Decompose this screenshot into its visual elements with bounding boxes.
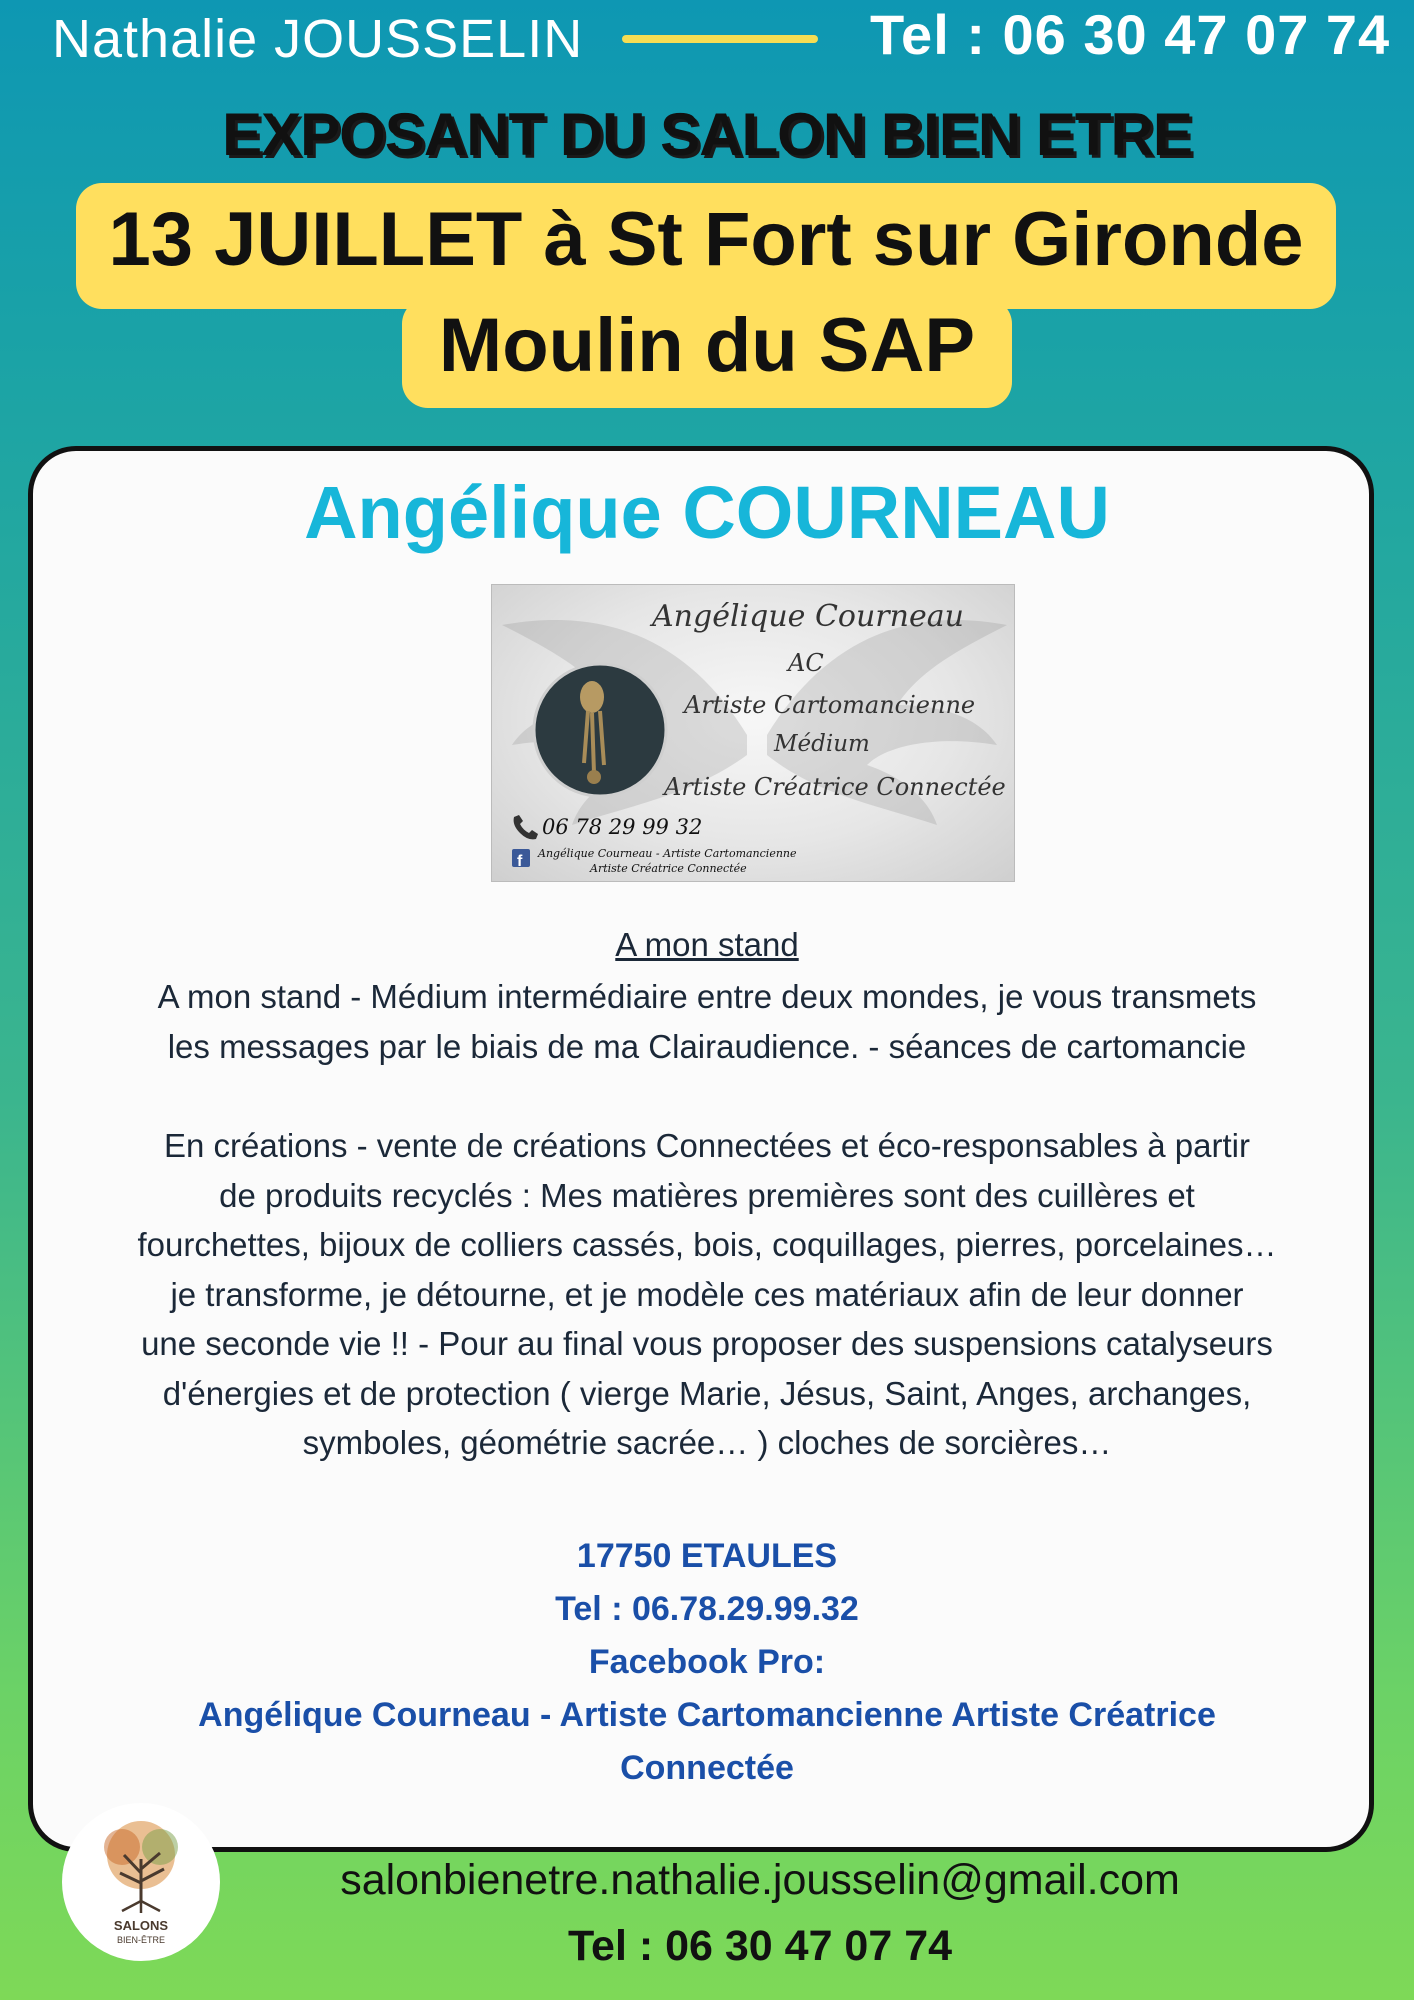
creations-line: En créations - vente de créations Connectées et éco-responsables à partir xyxy=(164,1127,1250,1164)
facebook-page-line2: Connectée xyxy=(620,1749,794,1787)
stand-description xyxy=(70,972,1344,1071)
card-facebook-line1: Angélique Courneau - Artiste Cartomancienne xyxy=(538,847,797,860)
creations-line: d'énergies et de protection ( vierge Marie, Jésus, Saint, Anges, archanges, xyxy=(162,1374,1252,1412)
stand-line: les messages par le biais de ma Clairaudience. - séances de cartomancie xyxy=(167,1027,1247,1065)
facebook-label: Facebook Pro: xyxy=(588,1643,826,1681)
exhibitor-name: Angélique COURNEAU xyxy=(304,471,1110,554)
business-card-image xyxy=(491,584,1015,882)
stand-line: A mon stand - Médium intermédiaire entre deux mondes, je vous transmets xyxy=(157,978,1257,1015)
event-date-place: 13 JUILLET à St Fort sur Gironde xyxy=(108,197,1304,282)
facebook-icon xyxy=(512,849,530,870)
creations-line: symboles, géométrie sacrée… ) cloches de sorcières… xyxy=(302,1424,1112,1461)
salons-bien-etre-logo xyxy=(62,1803,220,1961)
tree-icon xyxy=(62,1803,220,1961)
card-line2: Médium xyxy=(774,731,870,757)
facebook-page-line1: Angélique Courneau - Artiste Cartomancienne Artiste Créatrice xyxy=(198,1696,1216,1734)
creations-line: je transforme, je détourne, et je modèle ces matériaux afin de leur donner xyxy=(170,1275,1244,1313)
phone-icon xyxy=(514,815,538,839)
svg-text:f: f xyxy=(517,853,523,870)
creations-line: fourchettes, bijoux de colliers cassés, bois, coquillages, pierres, porcelaines… xyxy=(137,1226,1277,1263)
event-headline: EXPOSANT DU SALON BIEN ETRE xyxy=(222,101,1192,168)
card-line3: Artiste Créatrice Connectée xyxy=(664,773,1006,801)
card-phone: 06 78 29 99 32 xyxy=(542,815,703,839)
creations-line: de produits recyclés : Mes matières premières sont des cuillères et xyxy=(219,1176,1195,1214)
decorative-divider xyxy=(622,35,818,43)
logo-line2: BIEN-ÊTRE xyxy=(116,1935,166,1945)
exhibitor-contact xyxy=(70,1530,1344,1795)
card-facebook-line2: Artiste Créatrice Connectée xyxy=(590,862,747,875)
exhibitor-address: 17750 ETAULES xyxy=(576,1537,838,1575)
logo-line1: SALONS xyxy=(113,1918,169,1933)
event-venue: Moulin du SAP xyxy=(438,303,976,388)
card-name: Angélique Courneau xyxy=(652,599,964,634)
card-line1: Artiste Cartomancienne xyxy=(684,691,976,719)
card-initials: AC xyxy=(788,649,824,677)
exhibitor-phone: Tel : 06.78.29.99.32 xyxy=(555,1590,859,1628)
creations-description xyxy=(70,1121,1344,1468)
stand-title: A mon stand xyxy=(615,926,799,963)
footer-phone: Tel : 06 30 47 07 74 xyxy=(567,1922,953,1970)
creations-line: une seconde vie !! - Pour au final vous proposer des suspensions catalyseurs xyxy=(141,1325,1273,1362)
footer-email[interactable]: salonbienetre.nathalie.jousselin@gmail.com xyxy=(340,1856,1180,1904)
organizer-name: Nathalie JOUSSELIN xyxy=(52,9,584,69)
organizer-phone: Tel : 06 30 47 07 74 xyxy=(870,3,1391,66)
